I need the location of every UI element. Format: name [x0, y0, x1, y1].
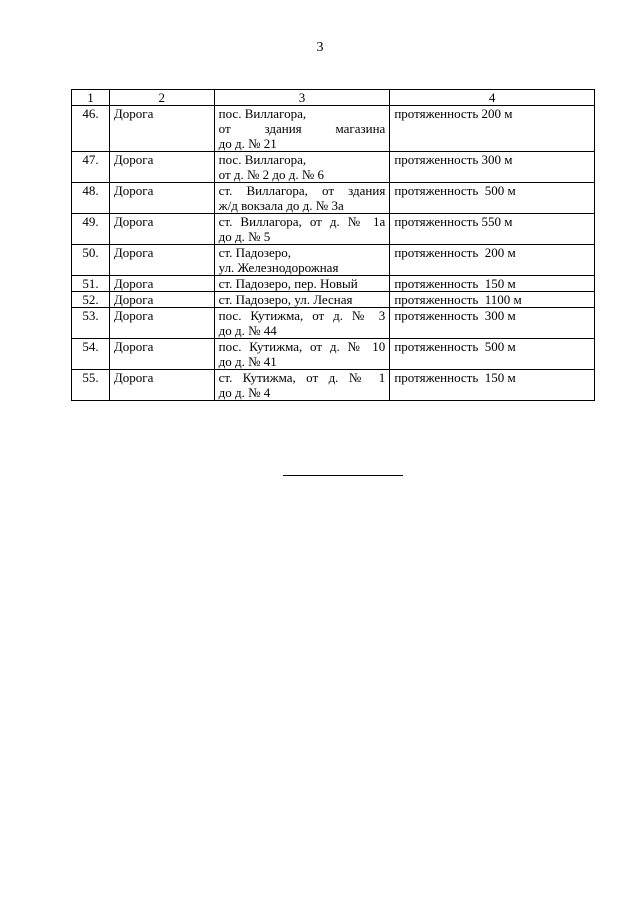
location-line: ст. Кутижма, от д. № 1 — [218, 370, 386, 385]
row-number: 48. — [72, 183, 110, 214]
object-name: Дорога — [109, 214, 214, 245]
row-number: 52. — [72, 292, 110, 308]
object-length: протяженность 150 м — [390, 276, 595, 292]
object-location — [214, 106, 390, 152]
location-line: от д. № 2 до д. № 6 — [218, 167, 325, 182]
location-line: ул. Железнодорожная — [218, 260, 339, 275]
location-line: от здания магазина — [218, 121, 386, 136]
object-length: протяженность 500 м — [390, 339, 595, 370]
table-row — [72, 292, 595, 308]
object-location — [214, 308, 390, 339]
row-number: 51. — [72, 276, 110, 292]
object-name: Дорога — [109, 292, 214, 308]
location-line: ст. Виллагора, от здания — [218, 183, 386, 198]
object-length: протяженность 200 м — [390, 106, 595, 152]
object-location — [214, 183, 390, 214]
object-length: протяженность 550 м — [390, 214, 595, 245]
table-row — [72, 339, 595, 370]
row-number: 46. — [72, 106, 110, 152]
location-line: до д. № 21 — [218, 136, 277, 151]
table-row — [72, 276, 595, 292]
table-row — [72, 245, 595, 276]
column-header-4: 4 — [390, 90, 595, 106]
location-line: пос. Виллагора, — [218, 152, 307, 167]
object-name: Дорога — [109, 245, 214, 276]
object-location — [214, 214, 390, 245]
table-row — [72, 308, 595, 339]
row-number: 50. — [72, 245, 110, 276]
object-name: Дорога — [109, 152, 214, 183]
row-number: 49. — [72, 214, 110, 245]
location-line: пос. Виллагора, — [218, 106, 307, 121]
location-line: до д. № 41 — [218, 354, 277, 369]
location-line: ст. Падозеро, — [218, 245, 292, 260]
object-length: протяженность 300 м — [390, 152, 595, 183]
column-header-2: 2 — [109, 90, 214, 106]
object-name: Дорога — [109, 339, 214, 370]
location-line: пос. Кутижма, от д. № 10 — [218, 339, 386, 354]
object-name: Дорога — [109, 106, 214, 152]
column-header-3: 3 — [214, 90, 390, 106]
row-number: 54. — [72, 339, 110, 370]
row-number: 55. — [72, 370, 110, 401]
object-length: протяженность 1100 м — [390, 292, 595, 308]
location-line: до д. № 4 — [218, 385, 271, 400]
header-row — [72, 90, 595, 106]
location-line: ст. Виллагора, от д. № 1а — [218, 214, 386, 229]
table-row — [72, 214, 595, 245]
roads-table — [71, 89, 595, 401]
object-name: Дорога — [109, 276, 214, 292]
location-line: до д. № 5 — [218, 229, 271, 244]
object-location — [214, 152, 390, 183]
location-line: ст. Падозеро, ул. Лесная — [218, 292, 353, 307]
object-name: Дорога — [109, 308, 214, 339]
location-line: ст. Падозеро, пер. Новый — [218, 276, 358, 291]
table-row — [72, 370, 595, 401]
object-length: протяженность 300 м — [390, 308, 595, 339]
object-location — [214, 339, 390, 370]
row-number: 53. — [72, 308, 110, 339]
object-location — [214, 292, 390, 308]
table-body — [72, 106, 595, 401]
object-location — [214, 370, 390, 401]
table-header — [72, 90, 595, 106]
column-header-1: 1 — [72, 90, 110, 106]
table-row — [72, 106, 595, 152]
object-length: протяженность 200 м — [390, 245, 595, 276]
object-name: Дорога — [109, 370, 214, 401]
object-location — [214, 245, 390, 276]
page-number: 3 — [316, 40, 324, 55]
location-line: ж/д вокзала до д. № 3а — [218, 198, 344, 213]
object-length: протяженность 150 м — [390, 370, 595, 401]
object-location — [214, 276, 390, 292]
location-line: пос. Кутижма, от д. № 3 — [218, 308, 386, 323]
end-of-document-line — [283, 475, 403, 476]
table-row — [72, 183, 595, 214]
location-line: до д. № 44 — [218, 323, 277, 338]
object-name: Дорога — [109, 183, 214, 214]
row-number: 47. — [72, 152, 110, 183]
object-length: протяженность 500 м — [390, 183, 595, 214]
table-row — [72, 152, 595, 183]
